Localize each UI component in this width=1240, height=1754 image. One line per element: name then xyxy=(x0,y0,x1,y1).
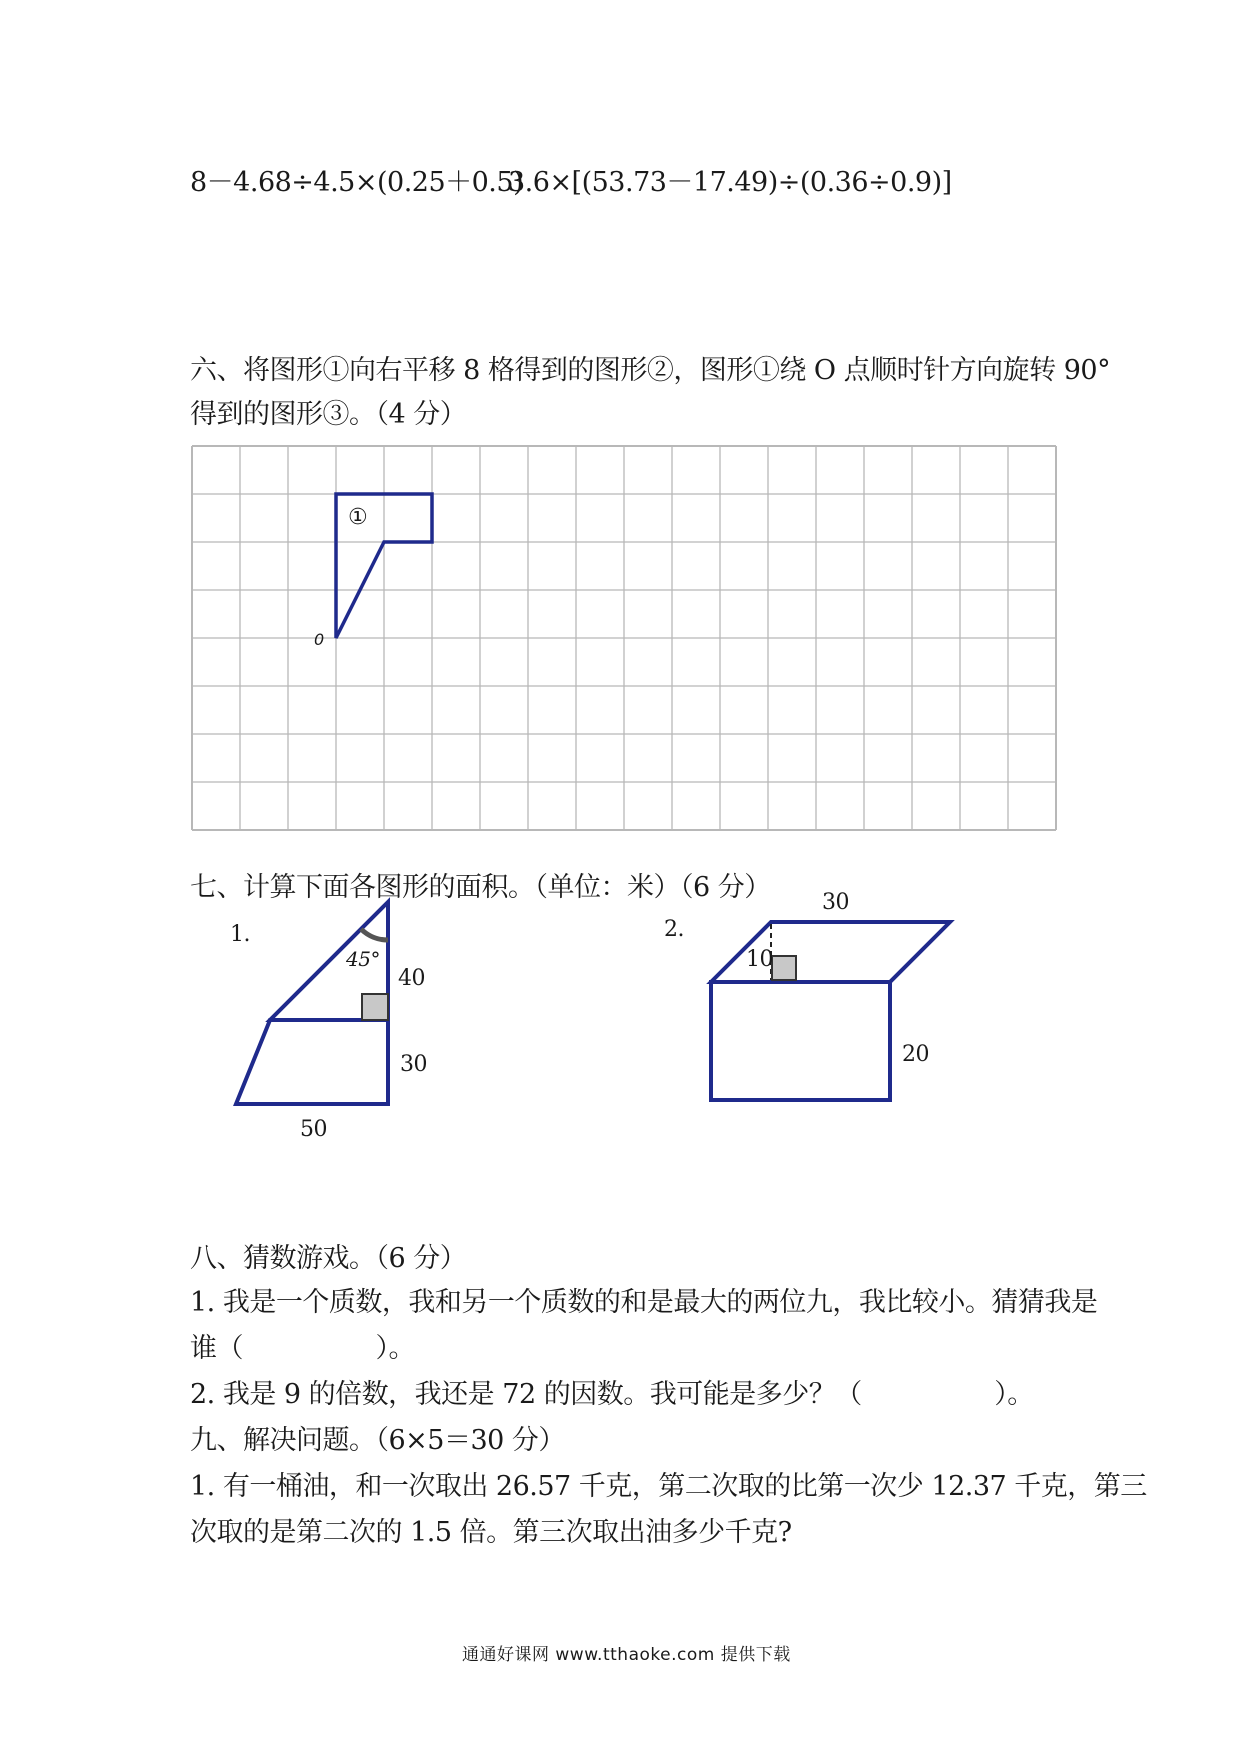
section8-q2: 2. 我是 9 的倍数，我还是 72 的因数。我可能是多少？（ ）。 xyxy=(190,1379,1034,1410)
figure-1 xyxy=(236,902,388,1104)
figure-1-trapezoid xyxy=(236,1020,388,1104)
right-angle-marker xyxy=(362,994,388,1020)
section8-title: 八、猜数游戏。（6 分） xyxy=(190,1243,467,1274)
expression-2: 3.6×[(53.73－17.49)÷(0.36÷0.9)] xyxy=(508,167,952,198)
figure-1-base-50: 50 xyxy=(300,1117,327,1142)
figure-2-rectangle xyxy=(711,982,890,1100)
section6-line1: 六、将图形①向右平移 8 格得到的图形②，图形①绕 O 点顺时针方向旋转 90° xyxy=(190,355,1111,386)
footer-text: 通通好课网 www.tthaoke.com 提供下载 xyxy=(462,1645,791,1665)
figure-2-right-angle-marker xyxy=(772,956,796,980)
section9-title: 九、解决问题。（6×5＝30 分） xyxy=(190,1425,565,1456)
section7-title: 七、计算下面各图形的面积。（单位：米）（6 分） xyxy=(190,872,771,903)
angle-arc xyxy=(361,929,388,940)
shape-1-label: ① xyxy=(348,505,368,530)
figure-1-side-40: 40 xyxy=(398,966,425,991)
figure-2-side-20: 20 xyxy=(902,1042,929,1067)
figure-1-angle-label: 45° xyxy=(346,947,380,971)
section8-q1-line1: 1. 我是一个质数，我和另一个质数的和是最大的两位九，我比较小。猜猜我是 xyxy=(190,1287,1098,1318)
figure-1-number: 1. xyxy=(230,922,250,947)
figure-2-top-30: 30 xyxy=(822,890,849,915)
section9-q1-line1: 1. 有一桶油，和一次取出 26.57 千克，第二次取的比第一次少 12.37 千克，第三 xyxy=(190,1471,1147,1502)
section8-q1-line2: 谁（ ）。 xyxy=(190,1333,415,1364)
figure-1-side-30: 30 xyxy=(400,1052,427,1077)
figure-2-number: 2. xyxy=(664,917,684,942)
section6-line2: 得到的图形③。（4 分） xyxy=(190,399,467,430)
expression-1: 8－4.68÷4.5×(0.25＋0.5) xyxy=(190,167,524,198)
section9-q1-line2: 次取的是第二次的 1.5 倍。第三次取出油多少千克? xyxy=(190,1517,792,1548)
point-o-label: 0 xyxy=(314,630,325,649)
figure-2-height-10: 10 xyxy=(746,947,773,972)
